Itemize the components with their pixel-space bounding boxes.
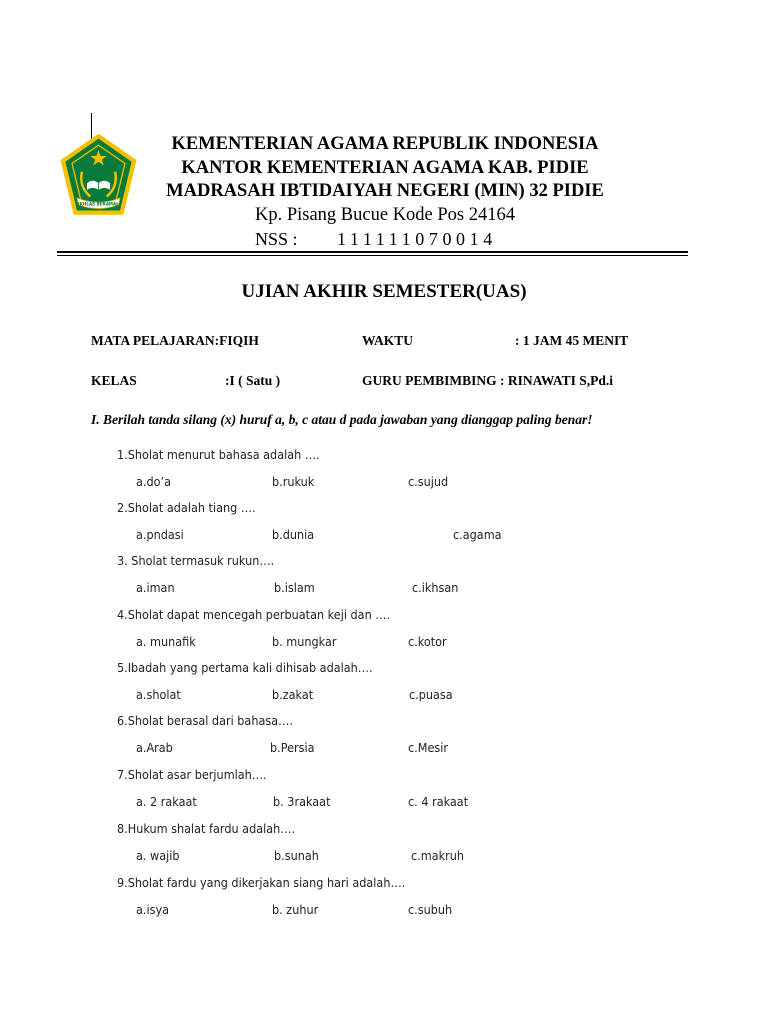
option-a: a. wajib	[136, 848, 180, 863]
option-b: b.rukuk	[272, 474, 315, 489]
option-c: c.Mesir	[408, 740, 449, 755]
option-a: a.sholat	[136, 687, 181, 702]
option-a: a.isya	[136, 902, 170, 917]
header-ministry: KEMENTERIAN AGAMA REPUBLIK INDONESIA	[171, 134, 599, 154]
option-a: a.Arab	[136, 740, 173, 755]
time-value: : 1 JAM 45 MENIT	[515, 333, 629, 348]
teacher-label: GURU PEMBIMBING : RINAWATI S,Pd.i	[362, 373, 614, 388]
question-text: 7.Sholat asar berjumlah….	[117, 767, 267, 782]
logo-ribbon-text: IKHLAS BERAMAL	[78, 201, 119, 207]
header-rule-thin	[57, 255, 688, 256]
nss-value: 111111070014	[337, 229, 497, 249]
time-label: WAKTU	[362, 333, 414, 348]
option-a: a. 2 rakaat	[136, 794, 197, 809]
instruction: I. Berilah tanda silang (x) huruf a, b, c atau d pada jawaban yang dianggap paling benar!	[91, 412, 593, 427]
header-office: KANTOR KEMENTERIAN AGAMA KAB. PIDIE	[181, 158, 589, 178]
question-text: 4.Sholat dapat mencegah perbuatan keji dan ….	[117, 607, 391, 622]
question-text: 1.Sholat menurut bahasa adalah ….	[117, 447, 320, 462]
option-a: a.do’a	[136, 474, 171, 489]
question-text: 8.Hukum shalat fardu adalah….	[117, 821, 296, 836]
option-c: c.sujud	[408, 474, 449, 489]
option-b: b.dunia	[272, 527, 315, 542]
option-c: c.ikhsan	[412, 580, 459, 595]
option-a: a.iman	[136, 580, 175, 595]
nss-label: NSS :	[255, 229, 298, 249]
option-a: a.pndasi	[136, 527, 184, 542]
kemenag-emblem-icon	[57, 132, 140, 218]
question-text: 5.Ibadah yang pertama kali dihisab adalah….	[117, 660, 373, 675]
option-b: b. 3rakaat	[273, 794, 331, 809]
question-text: 9.Sholat fardu yang dikerjakan siang hari adalah….	[117, 875, 406, 890]
class-value: :I ( Satu )	[225, 373, 281, 388]
question-text: 3. Sholat termasuk rukun….	[117, 553, 275, 568]
class-label: KELAS	[91, 373, 137, 388]
question-text: 2.Sholat adalah tiang ….	[117, 500, 256, 515]
exam-title: UJIAN AKHIR SEMESTER(UAS)	[241, 281, 527, 302]
option-b: b. mungkar	[272, 634, 337, 649]
option-a: a. munafik	[136, 634, 196, 649]
header-rule-thick	[57, 251, 688, 253]
option-c: c. 4 rakaat	[408, 794, 469, 809]
option-b: b.zakat	[272, 687, 314, 702]
option-c: c.agama	[453, 527, 502, 542]
option-b: b.islam	[274, 580, 315, 595]
option-b: b.sunah	[274, 848, 319, 863]
option-c: c.kotor	[408, 634, 447, 649]
header-school: MADRASAH IBTIDAIYAH NEGERI (MIN) 32 PIDIE	[166, 181, 604, 201]
option-c: c.subuh	[408, 902, 453, 917]
option-b: b. zuhur	[272, 902, 319, 917]
option-c: c.puasa	[409, 687, 453, 702]
option-c: c.makruh	[411, 848, 465, 863]
question-text: 6.Sholat berasal dari bahasa….	[117, 713, 293, 728]
option-b: b.Persia	[270, 740, 315, 755]
header-address: Kp. Pisang Bucue Kode Pos 24164	[254, 205, 516, 225]
subject-label: MATA PELAJARAN:FIQIH	[91, 333, 259, 348]
